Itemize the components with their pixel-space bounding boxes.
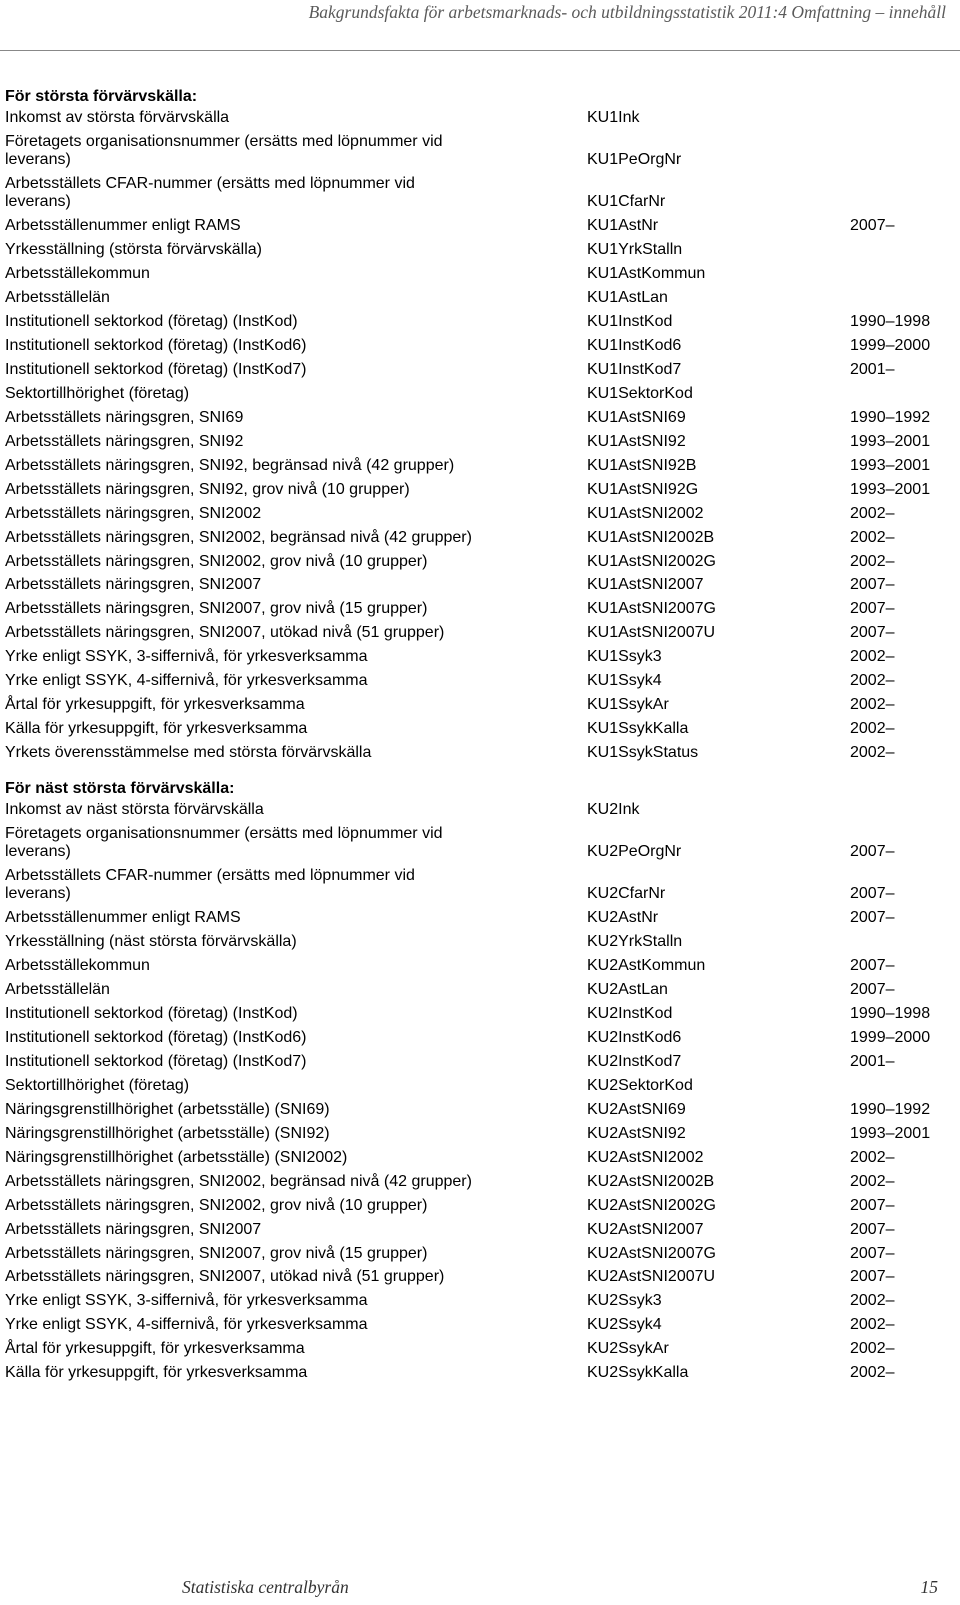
- variable-description: Yrke enligt SSYK, 3-siffernivå, för yrkesverksamma: [5, 648, 368, 666]
- variable-years: 2007–: [850, 624, 895, 642]
- variable-name: KU1AstSNI2007: [587, 576, 704, 594]
- variable-name: KU2AstSNI92: [587, 1124, 686, 1142]
- running-header: Bakgrundsfakta för arbetsmarknads- och utbildningsstatistik 2011:4 Omfattning – innehåll: [308, 2, 946, 22]
- variable-years: 2002–: [850, 1316, 895, 1334]
- variable-description: Arbetsställets näringsgren, SNI2002, grov nivå (10 grupper): [5, 552, 428, 570]
- variable-name: KU1SektorKod: [587, 384, 693, 402]
- variable-description: Arbetsställets näringsgren, SNI2002: [5, 504, 262, 522]
- variable-years: 2007–: [850, 217, 895, 235]
- variable-description: Arbetsställets näringsgren, SNI2002, grov nivå (10 grupper): [5, 1196, 428, 1214]
- variable-name: KU2CfarNr: [587, 885, 666, 903]
- variable-row: [5, 1027, 955, 1051]
- variable-row: [5, 359, 955, 383]
- section-heading: För näst största förvärvskälla:: [5, 780, 235, 797]
- variable-name: KU1AstSNI2002: [587, 504, 704, 522]
- variable-years: 1990–1992: [850, 1100, 931, 1118]
- variable-name: KU2AstLan: [587, 981, 668, 999]
- variable-name: KU2AstSNI2007: [587, 1220, 704, 1238]
- variable-years: 1990–1998: [850, 313, 931, 331]
- variable-years: 2002–: [850, 1148, 895, 1166]
- variable-description: Arbetsställelän: [5, 981, 110, 999]
- variable-row: [5, 1075, 955, 1099]
- variable-years: 1990–1998: [850, 1005, 931, 1023]
- variable-years: 1993–2001: [850, 456, 931, 474]
- variable-years: 2002–: [850, 528, 895, 546]
- variable-years: 1999–2000: [850, 337, 931, 355]
- variable-name: KU1Ssyk4: [587, 672, 662, 690]
- variable-name: KU2AstSNI2007U: [587, 1268, 716, 1286]
- variable-row: [5, 311, 955, 335]
- variable-row: [5, 1362, 955, 1386]
- variable-row: [5, 670, 955, 694]
- variable-description: Företagets organisationsnummer (ersätts med löpnummer vid leverans): [5, 132, 443, 169]
- variable-row: [5, 574, 955, 598]
- variable-name: KU2Ssyk4: [587, 1316, 662, 1334]
- variable-row: [5, 1266, 955, 1290]
- footer-publisher: Statistiska centralbyrån: [182, 1577, 349, 1597]
- variable-years: 2002–: [850, 1292, 895, 1310]
- variable-years: 2007–: [850, 600, 895, 618]
- footer-page-number: 15: [920, 1577, 938, 1597]
- variable-description: Institutionell sektorkod (företag) (InstKod6): [5, 1029, 307, 1047]
- variable-years: 2007–: [850, 1244, 895, 1262]
- variable-years: 2002–: [850, 720, 895, 738]
- variable-row: [5, 646, 955, 670]
- variable-name: KU2SsykKalla: [587, 1364, 689, 1382]
- variable-description: Arbetsställets näringsgren, SNI2002, begränsad nivå (42 grupper): [5, 528, 472, 546]
- variable-row: [5, 430, 955, 454]
- variable-description: Yrke enligt SSYK, 3-siffernivå, för yrkesverksamma: [5, 1292, 368, 1310]
- variable-description: Yrke enligt SSYK, 4-siffernivå, för yrkesverksamma: [5, 672, 368, 690]
- variable-row: [5, 239, 955, 263]
- variable-description: Arbetsställets näringsgren, SNI2007, utökad nivå (51 grupper): [5, 624, 445, 642]
- variable-name: KU1AstSNI2002B: [587, 528, 715, 546]
- variable-name: KU1SsykAr: [587, 696, 669, 714]
- variable-description: Arbetsställets näringsgren, SNI2007: [5, 576, 262, 594]
- variable-years: 2002–: [850, 552, 895, 570]
- variable-row: [5, 478, 955, 502]
- variable-row: [5, 1051, 955, 1075]
- variable-row: [5, 173, 955, 215]
- variable-description: Årtal för yrkesuppgift, för yrkesverksamma: [5, 1340, 305, 1358]
- variable-years: 2007–: [850, 885, 895, 903]
- variable-description: Inkomst av näst största förvärvskälla: [5, 801, 264, 819]
- variable-name: KU1AstSNI69: [587, 408, 686, 426]
- variable-name: KU2SsykAr: [587, 1340, 669, 1358]
- variable-row: [5, 215, 955, 239]
- variable-row: [5, 526, 955, 550]
- variable-description: Arbetsställets CFAR-nummer (ersätts med löpnummer vid leverans): [5, 174, 415, 211]
- variable-description: Sektortillhörighet (företag): [5, 384, 190, 402]
- variable-row: [5, 1146, 955, 1170]
- variable-name: KU2Ssyk3: [587, 1292, 662, 1310]
- variable-name: KU2Ink: [587, 801, 640, 819]
- variable-row: [5, 622, 955, 646]
- variable-row: [5, 979, 955, 1003]
- variable-name: KU1AstLan: [587, 289, 668, 307]
- variable-description: Inkomst av största förvärvskälla: [5, 109, 230, 127]
- variable-description: Arbetsställets näringsgren, SNI2007, grov nivå (15 grupper): [5, 600, 428, 618]
- variable-description: Källa för yrkesuppgift, för yrkesverksamma: [5, 1364, 308, 1382]
- variable-description: Arbetsställets näringsgren, SNI92, begränsad nivå (42 grupper): [5, 456, 455, 474]
- variable-name: KU1AstSNI92B: [587, 456, 697, 474]
- variable-name: KU1SsykKalla: [587, 720, 689, 738]
- variable-row: [5, 263, 955, 287]
- variable-name: KU2InstKod: [587, 1005, 673, 1023]
- variable-years: 2007–: [850, 957, 895, 975]
- variable-row: [5, 1242, 955, 1266]
- variable-row: [5, 742, 955, 766]
- variable-row: [5, 406, 955, 430]
- variable-name: KU1SsykStatus: [587, 744, 699, 761]
- variable-name: KU1Ink: [587, 109, 640, 127]
- variable-years: 2007–: [850, 909, 895, 927]
- variable-description: Yrkesställning (näst största förvärvskälla): [5, 933, 297, 951]
- variable-name: KU1PeOrgNr: [587, 151, 682, 169]
- variable-description: Arbetsställekommun: [5, 265, 150, 283]
- variable-description: Arbetsställets näringsgren, SNI2007, utökad nivå (51 grupper): [5, 1268, 445, 1286]
- variable-years: 1993–2001: [850, 432, 931, 450]
- variable-row: [5, 335, 955, 359]
- header-divider: [0, 50, 960, 51]
- variable-description: Källa för yrkesuppgift, för yrkesverksamma: [5, 720, 308, 738]
- variable-row: [5, 598, 955, 622]
- variable-row: [5, 931, 955, 955]
- variable-description: Yrke enligt SSYK, 4-siffernivå, för yrkesverksamma: [5, 1316, 368, 1334]
- variable-description: Yrkesställning (största förvärvskälla): [5, 241, 262, 259]
- variable-years: 2002–: [850, 504, 895, 522]
- variable-name: KU1AstSNI2007G: [587, 600, 716, 618]
- variable-name: KU1AstSNI2002G: [587, 552, 716, 570]
- variable-years: 2007–: [850, 1268, 895, 1286]
- variable-name: KU1Ssyk3: [587, 648, 662, 666]
- variable-row: [5, 107, 955, 131]
- variable-row: [5, 383, 955, 407]
- section-second-largest-income-source: [5, 778, 955, 1386]
- variable-name: KU2AstSNI69: [587, 1100, 686, 1118]
- variable-name: KU1AstKommun: [587, 265, 706, 283]
- variable-description: Arbetsställekommun: [5, 957, 150, 975]
- variable-row: [5, 287, 955, 311]
- variable-row: [5, 1098, 955, 1122]
- variable-description: Institutionell sektorkod (företag) (InstKod7): [5, 1053, 307, 1070]
- variable-name: KU2AstSNI2002B: [587, 1172, 715, 1190]
- variable-description: Arbetsställets näringsgren, SNI69: [5, 408, 244, 426]
- variable-years: 2002–: [850, 744, 895, 761]
- variable-years: 1999–2000: [850, 1029, 931, 1047]
- variable-years: 2002–: [850, 648, 895, 666]
- variable-name: KU1InstKod: [587, 313, 673, 331]
- variable-list: [5, 107, 955, 766]
- variable-description: Arbetsställets CFAR-nummer (ersätts med löpnummer vid leverans): [5, 866, 415, 903]
- section-heading: För största förvärvskälla:: [5, 88, 198, 105]
- variable-description: Arbetsställets näringsgren, SNI2007: [5, 1220, 262, 1238]
- variable-row: [5, 1290, 955, 1314]
- variable-name: KU1AstSNI2007U: [587, 624, 716, 642]
- variable-description: Arbetsställets näringsgren, SNI2002, begränsad nivå (42 grupper): [5, 1172, 472, 1190]
- variable-row: [5, 718, 955, 742]
- variable-description: Näringsgrenstillhörighet (arbetsställe) (SNI69): [5, 1100, 330, 1118]
- variable-years: 1993–2001: [850, 1124, 931, 1142]
- variable-row: [5, 1314, 955, 1338]
- variable-years: 2002–: [850, 1172, 895, 1190]
- variable-years: 2002–: [850, 1364, 895, 1382]
- variable-name: KU2AstSNI2002: [587, 1148, 704, 1166]
- variable-description: Institutionell sektorkod (företag) (InstKod): [5, 1005, 298, 1023]
- variable-years: 2007–: [850, 981, 895, 999]
- variable-years: 2002–: [850, 672, 895, 690]
- page-header: [0, 0, 960, 54]
- variable-description: Institutionell sektorkod (företag) (InstKod): [5, 313, 298, 331]
- variable-years: 2002–: [850, 1340, 895, 1358]
- variable-name: KU2AstNr: [587, 909, 659, 927]
- variable-row: [5, 550, 955, 574]
- variable-description: Arbetsställets näringsgren, SNI2007, grov nivå (15 grupper): [5, 1244, 428, 1262]
- variable-description: Institutionell sektorkod (företag) (InstKod6): [5, 337, 307, 355]
- variable-name: KU1AstSNI92G: [587, 480, 699, 498]
- variable-name: KU2InstKod6: [587, 1029, 682, 1047]
- variable-row: [5, 1194, 955, 1218]
- variable-description: Arbetsställets näringsgren, SNI92, grov nivå (10 grupper): [5, 480, 410, 498]
- variable-name: KU1AstNr: [587, 217, 659, 235]
- variable-years: 2007–: [850, 843, 895, 861]
- variable-name: KU1AstSNI92: [587, 432, 686, 450]
- variable-row: [5, 823, 955, 865]
- variable-description: Institutionell sektorkod (företag) (InstKod7): [5, 361, 307, 378]
- variable-name: KU2PeOrgNr: [587, 843, 682, 861]
- variable-description: Näringsgrenstillhörighet (arbetsställe) (SNI92): [5, 1124, 330, 1142]
- section-largest-income-source: [5, 86, 955, 766]
- variable-row: [5, 1218, 955, 1242]
- variable-name: KU2AstSNI2007G: [587, 1244, 716, 1262]
- variable-description: Företagets organisationsnummer (ersätts med löpnummer vid leverans): [5, 824, 443, 861]
- variable-name: KU2SektorKod: [587, 1076, 693, 1094]
- variable-description: Arbetsställelän: [5, 289, 110, 307]
- variable-row: [5, 1338, 955, 1362]
- variable-years: 1990–1992: [850, 408, 931, 426]
- variable-description: Näringsgrenstillhörighet (arbetsställe) (SNI2002): [5, 1148, 348, 1166]
- variable-description: Yrkets överensstämmelse med största förvärvskälla: [5, 744, 372, 761]
- variable-description: Sektortillhörighet (företag): [5, 1076, 190, 1094]
- variable-description: Årtal för yrkesuppgift, för yrkesverksamma: [5, 696, 305, 714]
- variable-row: [5, 131, 955, 173]
- variable-years: 2007–: [850, 1196, 895, 1214]
- variable-row: [5, 502, 955, 526]
- variable-row: [5, 955, 955, 979]
- variable-description: Arbetsställets näringsgren, SNI92: [5, 432, 244, 450]
- variable-name: KU1InstKod7: [587, 361, 682, 378]
- variable-list: [5, 799, 955, 1386]
- variable-name: KU1CfarNr: [587, 193, 666, 211]
- variable-years: 2007–: [850, 1220, 895, 1238]
- variable-years: 1993–2001: [850, 480, 931, 498]
- variable-name: KU2AstSNI2002G: [587, 1196, 716, 1214]
- variable-row: [5, 694, 955, 718]
- variable-years: 2007–: [850, 576, 895, 594]
- variable-name: KU2AstKommun: [587, 957, 706, 975]
- variable-name: KU2InstKod7: [587, 1053, 682, 1070]
- variable-row: [5, 907, 955, 931]
- variable-row: [5, 1122, 955, 1146]
- variable-name: KU2YrkStalln: [587, 933, 683, 951]
- variable-description: Arbetsställenummer enligt RAMS: [5, 909, 241, 927]
- variable-row: [5, 799, 955, 823]
- variable-row: [5, 1003, 955, 1027]
- variable-name: KU1YrkStalln: [587, 241, 683, 259]
- variable-years: 2001–: [850, 361, 895, 378]
- variable-row: [5, 1170, 955, 1194]
- variable-years: 2002–: [850, 696, 895, 714]
- variable-years: 2001–: [850, 1053, 895, 1070]
- variable-row: [5, 865, 955, 907]
- variable-name: KU1InstKod6: [587, 337, 682, 355]
- variable-description: Arbetsställenummer enligt RAMS: [5, 217, 241, 235]
- variable-row: [5, 454, 955, 478]
